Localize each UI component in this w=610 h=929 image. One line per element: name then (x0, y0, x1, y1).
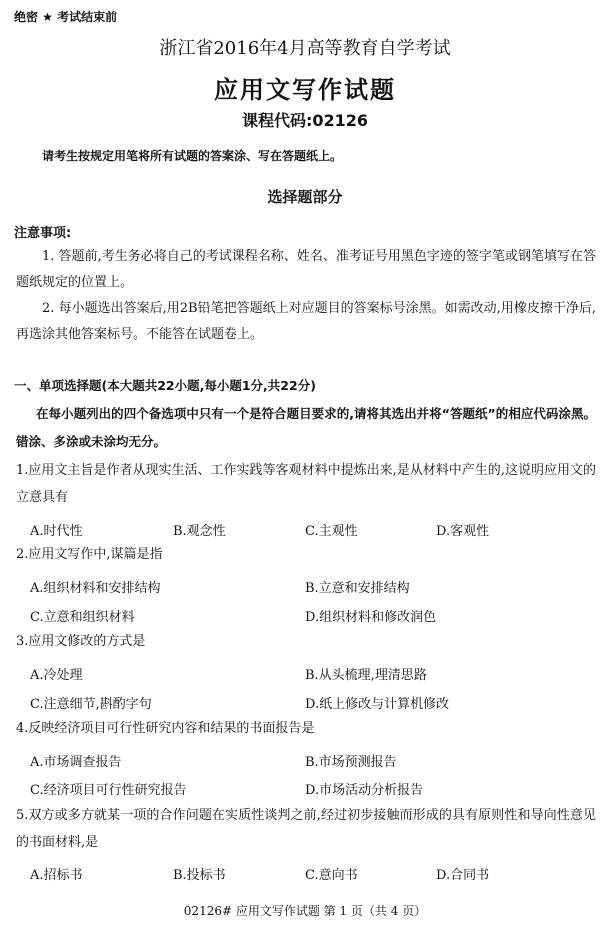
question-3-stem: 3.应用文修改的方式是 (16, 634, 146, 649)
question-2-option-c: C.立意和组织材料 (30, 610, 135, 625)
part-title: 选择题部分 (267, 188, 343, 206)
note-item-1: 1. 答题前,考生务必将自己的考试课程名称、姓名、准考证号用黑色字迹的签字笔或钢笔填写在答题纸规定的位置上。 (16, 249, 596, 290)
question-2-stem: 2.应用文写作中,谋篇是指 (16, 547, 163, 562)
question-1-option-a: A.时代性 (30, 524, 83, 539)
question-5-option-c: C.意向书 (305, 868, 358, 883)
question-5-option-d: D.合同书 (436, 868, 490, 883)
question-1-option-c: C.主观性 (305, 524, 358, 539)
note-item-2: 2. 每小题选出答案后,用2B铅笔把答题纸上对应题目的答案标号涂黑。如需改动,用橡皮擦干净后,再选涂其他答案标号。不能答在试题卷上。 (16, 301, 596, 342)
question-3-option-c: C.注意细节,斟酌字句 (30, 697, 152, 712)
question-5-option-b: B.投标书 (173, 868, 226, 883)
question-4-stem: 4.反映经济项目可行性研究内容和结果的书面报告是 (16, 721, 315, 736)
question-2-option-a: A.组织材料和安排结构 (30, 581, 161, 596)
exam-title: 浙江省2016年4月高等教育自学考试 (159, 38, 451, 59)
answer-instruction: 请考生按规定用笔将所有试题的答案涂、写在答题纸上。 (42, 149, 343, 163)
section-description: 在每小题列出的四个备选项中只有一个是符合题目要求的,请将其选出并将“答题纸”的相应代码涂黑。错涂、多涂或未涂均无分。 (16, 406, 596, 449)
question-4-option-c: C.经济项目可行性研究报告 (30, 783, 187, 798)
section-heading: 一、单项选择题(本大题共22小题,每小题1分,共22分) (14, 378, 316, 393)
secret-label: 绝密 ★ 考试结束前 (14, 10, 118, 24)
paper-title: 应用文写作试题 (214, 76, 396, 104)
question-1-option-b: B.观念性 (173, 524, 226, 539)
question-3-option-d: D.纸上修改与计算机修改 (305, 697, 450, 712)
question-3-option-a: A.冷处理 (30, 668, 83, 683)
question-5-option-a: A.招标书 (30, 868, 83, 883)
question-2-option-d: D.组织材料和修改润色 (305, 610, 437, 625)
question-3-option-b: B.从头梳理,理清思路 (305, 668, 427, 683)
course-code: 课程代码:02126 (241, 111, 369, 130)
question-4-option-b: B.市场预测报告 (305, 755, 397, 770)
question-4-option-a: A.市场调查报告 (30, 755, 122, 770)
question-1-stem: 1.应用文主旨是作者从现实生活、工作实践等客观材料中提炼出来,是从材料中产生的,这说明应用文的立意具有 (16, 463, 596, 505)
question-4-option-d: D.市场活动分析报告 (305, 783, 424, 798)
page-footer: 02126# 应用文写作试题 第 1 页（共 4 页） (183, 904, 427, 918)
question-5-stem: 5.双方或多方就某一项的合作问题在实质性谈判之前,经过初步接触而形成的具有原则性和导向性意见的书面材料,是 (16, 808, 596, 850)
notes-heading: 注意事项: (14, 226, 72, 241)
question-2-option-b: B.立意和安排结构 (305, 581, 410, 596)
question-1-option-d: D.客观性 (436, 524, 490, 539)
